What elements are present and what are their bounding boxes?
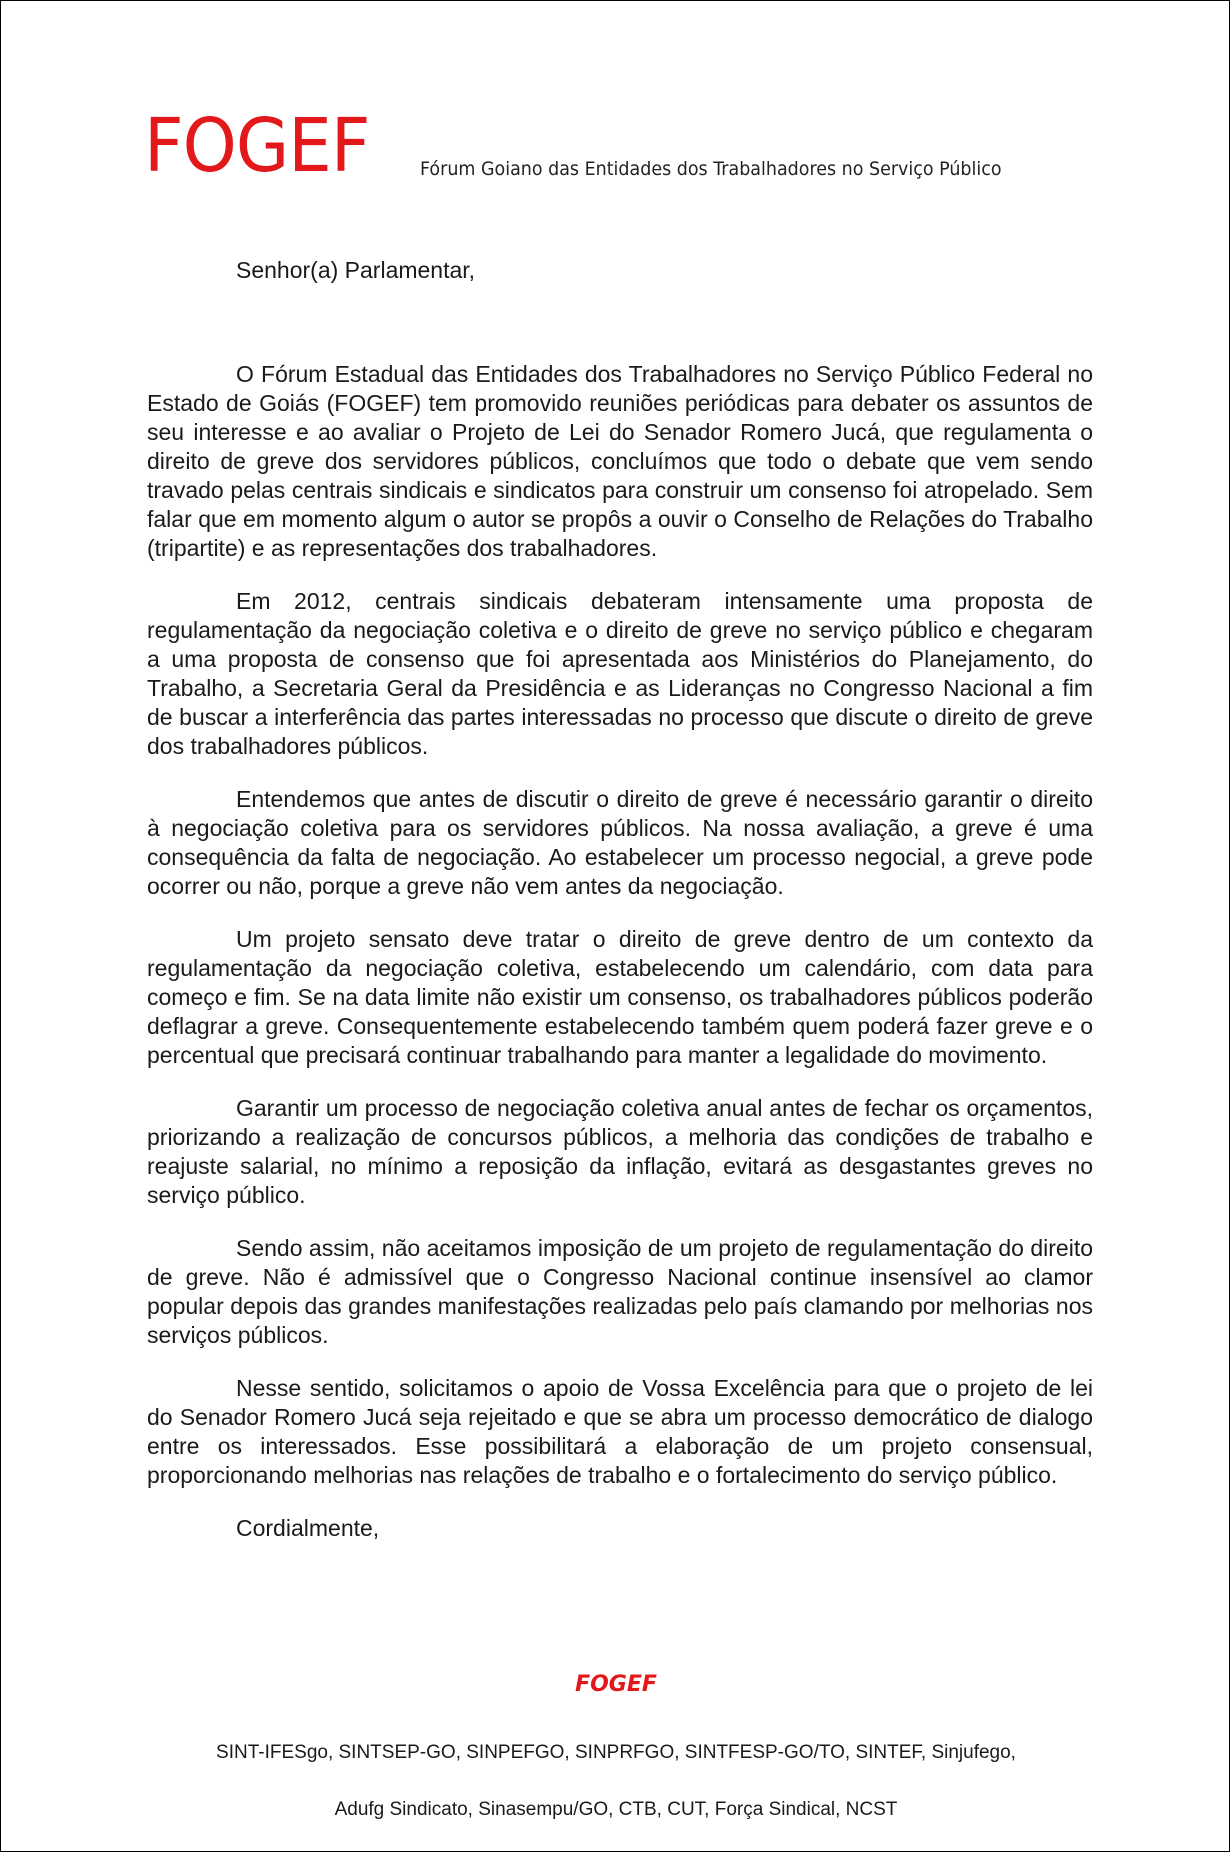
paragraph-2: Em 2012, centrais sindicais debateram intensamente uma proposta de regulamentação da negociação coletiva e o direito de greve no serviço público e chegaram a uma proposta de consenso que foi apresentada aos Ministérios do Planejamento, do Trabalho, a Secretaria Geral da Presidência e as Lideranças no Congresso Nacional a fim de buscar a interferência das partes interessadas no processo que discute o direito de greve dos trabalhadores públicos. (147, 588, 1093, 759)
letterhead (144, 101, 1104, 191)
closing: Cordialmente, (236, 1515, 380, 1541)
paragraph-1: O Fórum Estadual das Entidades dos Trabalhadores no Serviço Público Federal no Estado de Goiás (FOGEF) tem promovido reuniões periódicas para debater os assuntos de seu interesse e ao avaliar o Projeto de Lei do Senador Romero Jucá, que regulamenta o direito de greve dos servidores públicos, concluímos que todo o debate que vem sendo travado pelas centrais sindicais e sindicatos para construir um consenso foi atropelado. Sem falar que em momento algum o autor se propôs a ouvir o Conselho de Relações do Trabalho (tripartite) e as representações dos trabalhadores. (147, 361, 1093, 561)
letter-body (147, 256, 1093, 1543)
entities-line-2: Adufg Sindicato, Sinasempu/GO, CTB, CUT, Força Sindical, NCST (334, 1799, 898, 1820)
fogef-logo: FOGEF (144, 103, 370, 189)
letterhead-subtitle: Fórum Goiano das Entidades dos Trabalhadores no Serviço Público (420, 158, 1002, 180)
paragraph-5: Garantir um processo de negociação coletiva anual antes de fechar os orçamentos, priorizando a realização de concursos públicos, a melhoria das condições de trabalho e reajuste salarial, no mínimo a reposição da inflação, evitará as desgastantes greves no serviço público. (147, 1095, 1093, 1208)
paragraph-6: Sendo assim, não aceitamos imposição de um projeto de regulamentação do direito de greve. Não é admissível que o Congresso Nacional continue insensível ao clamor popular depois das grandes manifestações realizadas pelo país clamando por melhorias nos serviços públicos. (147, 1235, 1093, 1348)
signature: FOGEF (575, 1672, 657, 1697)
paragraph-4: Um projeto sensato deve tratar o direito de greve dentro de um contexto da regulamentação da negociação coletiva, estabelecendo um calendário, com data para começo e fim. Se na data limite não existir um consenso, os trabalhadores públicos poderão deflagrar a greve. Consequentemente estabelecendo também quem poderá fazer greve e o percentual que precisará continuar trabalhando para manter a legalidade do movimento. (147, 926, 1093, 1068)
salutation: Senhor(a) Parlamentar, (236, 257, 476, 283)
entities-line-1: SINT-IFESgo, SINTSEP-GO, SINPEFGO, SINPRFGO, SINTFESP-GO/TO, SINTEF, Sinjufego, (216, 1742, 1016, 1763)
paragraph-3: Entendemos que antes de discutir o direito de greve é necessário garantir o direito à negociação coletiva para os servidores públicos. Na nossa avaliação, a greve é uma consequência da falta de negociação. Ao estabelecer um processo negocial, a greve pode ocorrer ou não, porque a greve não vem antes da negociação. (147, 786, 1093, 899)
paragraph-7: Nesse sentido, solicitamos o apoio de Vossa Excelência para que o projeto de lei do Senador Romero Jucá seja rejeitado e que se abra um processo democrático de dialogo entre os interessados. Esse possibilitará a elaboração de um projeto consensual, proporcionando melhorias nas relações de trabalho e o fortalecimento do serviço público. (147, 1375, 1093, 1488)
